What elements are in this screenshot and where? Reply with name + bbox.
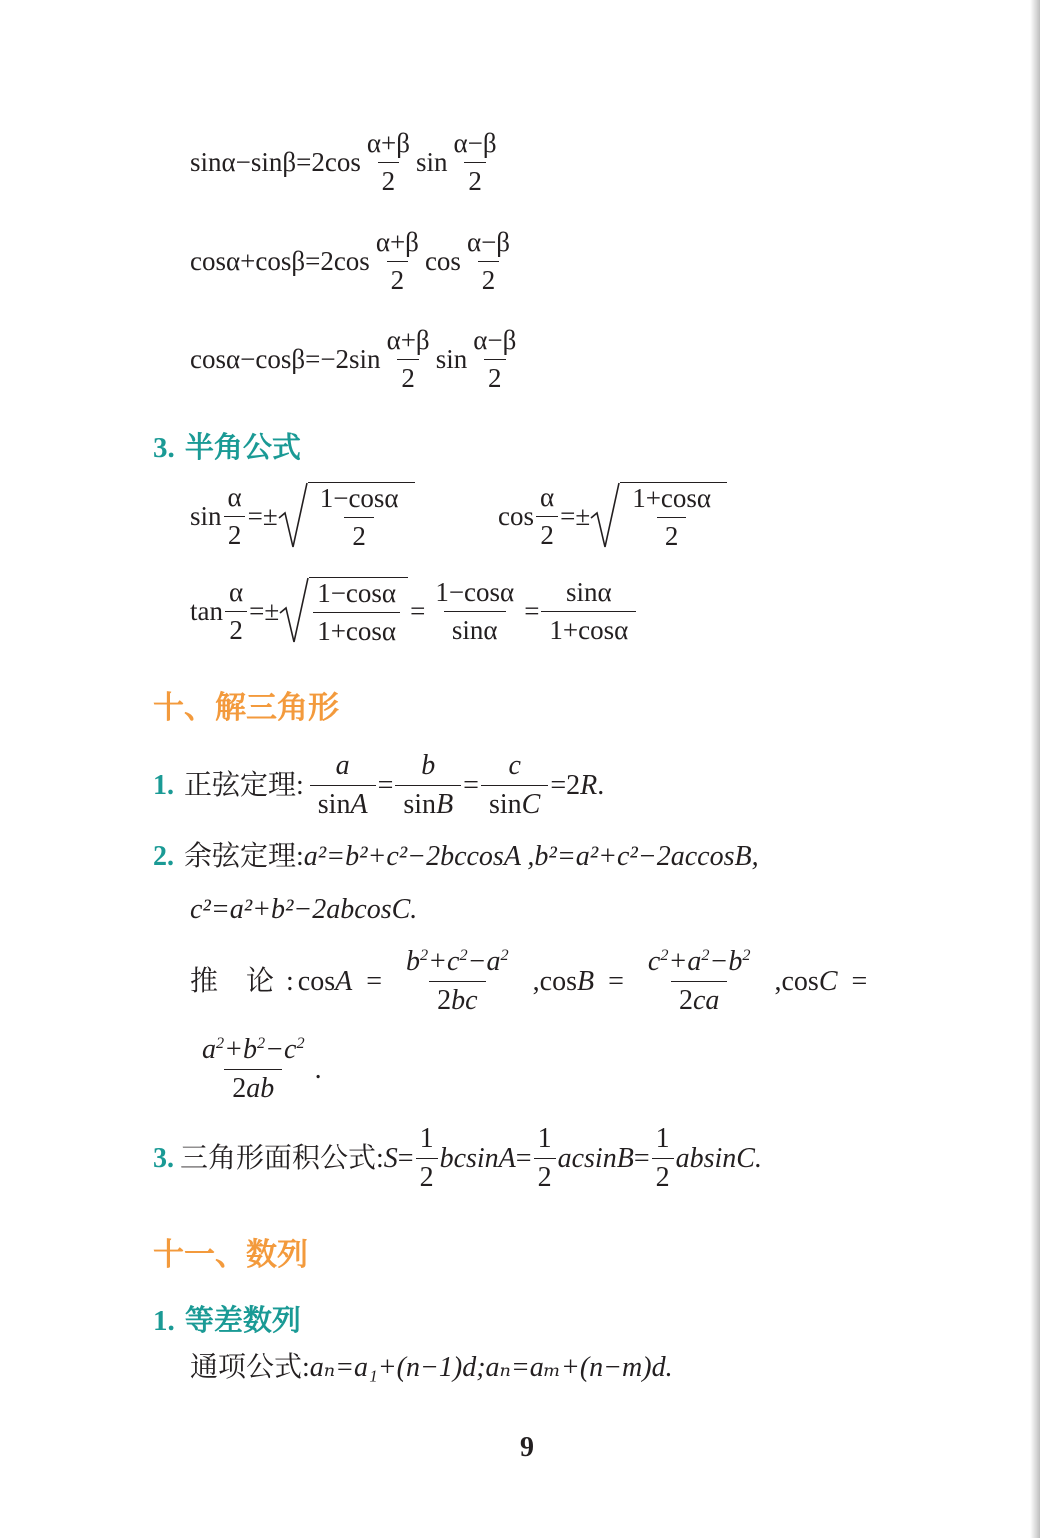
section-11-title: 十一、数列: [153, 1237, 308, 1273]
half-angle-heading: 3. 半角公式: [153, 430, 301, 464]
law-of-cosines-corollary: 推 论 : cos A = $\frac{b^2+c^2-a^2}{2bc}$ , cos B = $\frac{c^2+a^2-b^2}{2ca}$ , cos C =: [190, 945, 868, 1016]
law-of-cosines-corollary-cont: $\frac{a^2+b^2-c^2}{2ab}$ .: [202, 1033, 322, 1104]
formula-sin-half: sin $\frac{\alpha}{2}$ =± $\frac{1-\cos\alpha}{2}$: [190, 482, 417, 550]
formula-cos-plus-cos: cosα+cosβ=2cos $\frac{\alpha+\beta}{2}$ cos $\frac{\alpha-\beta}{2}$: [190, 227, 511, 295]
triangle-area-formula: 3. 三角形面积公式: S = $\frac{1}{2}$ bcsinA = $\frac{1}{2}$ acsinB = $\frac{1}{2}$ absinC.: [153, 1123, 762, 1193]
formula-cos-half: cos $\frac{\alpha}{2}$ =± $\frac{1+\cos\alpha}{2}$: [498, 482, 729, 550]
law-of-cosines-line1: 2. 余弦定理: a²=b²+c²−2bccosA ,b²=a²+c²−2accosB,: [153, 841, 759, 872]
sqrt-sign: $\frac{1+\cos\alpha}{2}$: [590, 482, 727, 550]
page-number: 9: [520, 1432, 534, 1463]
page-edge-shadow: [1030, 0, 1040, 1538]
formula-tan-half: tan $\frac{\alpha}{2}$ =± $\frac{1-\cos\alpha}{1+\cos\alpha}$ = $\frac{1-\cos\alpha}{\sin\alpha}$ = $\frac{\sin\alpha}{1+\cos\alpha}$: [190, 577, 638, 645]
sqrt-sign: $\frac{1-\cos\alpha}{1+\cos\alpha}$: [279, 577, 408, 645]
arithmetic-sequence-heading: 1. 等差数列: [153, 1303, 301, 1337]
law-of-sines: 1. 正弦定理: $\frac{a}{\sin A}$ = $\frac{b}{\sin B}$ = $\frac{c}{\sin C}$ =2 R .: [153, 750, 605, 820]
sqrt-sign: $\frac{1-\cos\alpha}{2}$: [278, 482, 415, 550]
section-10-title: 十、解三角形: [153, 690, 339, 726]
arithmetic-general-term: 通项公式: aₙ=a₁+(n−1)d;aₙ=aₘ+(n−m)d.: [190, 1352, 673, 1383]
law-of-cosines-line2: c²=a²+b²−2abcosC.: [190, 894, 418, 925]
formula-lhs: sinα−sinβ=2cos: [190, 147, 361, 177]
formula-sin-minus-sin: sinα−sinβ=2cos $\frac{\alpha+\beta}{2}$ sin $\frac{\alpha-\beta}{2}$: [190, 128, 497, 196]
formula-cos-minus-cos: cosα−cosβ=−2sin $\frac{\alpha+\beta}{2}$ sin $\frac{\alpha-\beta}{2}$: [190, 325, 517, 393]
